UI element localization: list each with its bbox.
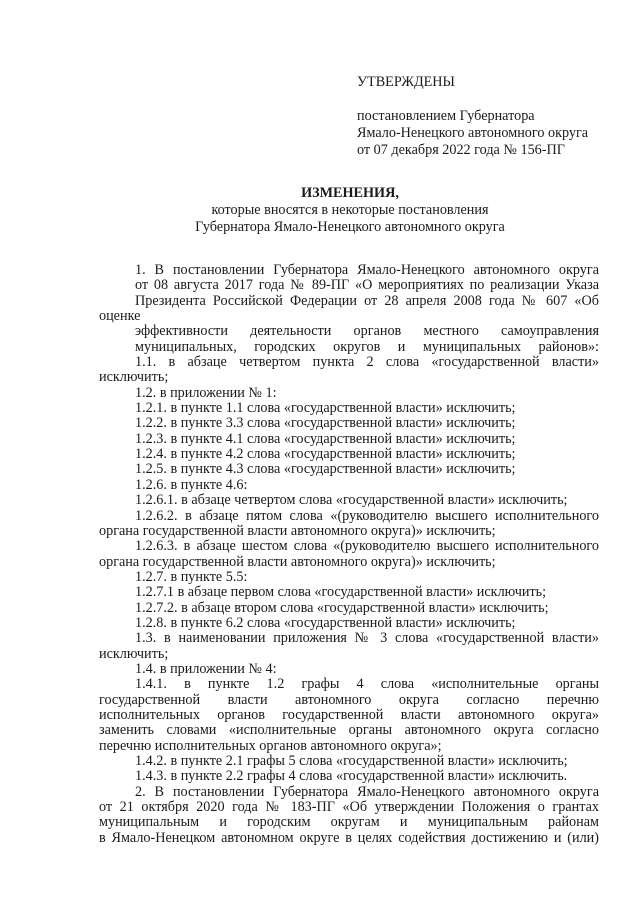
paragraph-2: 2. В постановлении Губернатора Ямало-Ненецкого автономного округа от 21 октября 2020 года № 183-ПГ «Об утверждении Положения о грантах муниципальным и городским округам и муниципальным районам в Ямало-Ненецком автономном округе в целях содействия достижению и (или) <box>99 783 599 846</box>
approval-line: Ямало-Ненецкого автономного округа <box>357 125 589 141</box>
document-subtitle: которые вносятся в некоторые постановления <box>211 202 489 218</box>
paragraph-1-2-6-2: 1.2.6.2. в абзаце пятом слова «(руководителю высшего исполнительного органа государственной власти автономного округа)» исключить; <box>99 507 599 539</box>
approval-line: от 07 декабря 2022 года № 156-ПГ <box>357 142 565 158</box>
paragraph-1-4: 1.4. в приложении № 4: <box>135 660 277 677</box>
paragraph-1-3: 1.3. в наименовании приложения № 3 слова «государственной власти» исключить; <box>99 630 599 662</box>
paragraph-1-2-2: 1.2.2. в пункте 3.3 слова «государственной власти» исключить; <box>135 415 516 432</box>
paragraph-1-4-3: 1.4.3. в пункте 2.2 графы 4 слова «государственной власти» исключить. <box>135 768 568 785</box>
paragraph-1-2-4: 1.2.4. в пункте 4.2 слова «государственной власти» исключить; <box>135 446 516 463</box>
paragraph-1-4-2: 1.4.2. в пункте 2.1 графы 5 слова «государственной власти» исключить; <box>135 753 568 769</box>
document-title: ИЗМЕНЕНИЯ, <box>301 185 399 201</box>
paragraph-1-1: 1.1. в абзаце четвертом пункта 2 слова «государственной власти» исключить; <box>99 354 599 386</box>
document-subtitle: Губернатора Ямало-Ненецкого автономного округа <box>195 219 505 235</box>
paragraph-1-2-3: 1.2.3. в пункте 4.1 слова «государственной власти» исключить; <box>135 430 516 447</box>
paragraph-1-2-6-1: 1.2.6.1. в абзаце четвертом слова «государственной власти» исключить; <box>135 492 568 509</box>
document-body <box>99 263 599 846</box>
approval-line: постановлением Губернатора <box>357 108 535 124</box>
paragraph-1-2-5: 1.2.5. в пункте 4.3 слова «государственной власти» исключить; <box>135 461 516 478</box>
paragraph-1-2-7: 1.2.7. в пункте 5.5: <box>135 568 248 585</box>
approval-stamp <box>357 74 627 159</box>
paragraph-1-2-7-1: 1.2.7.1 в абзаце первом слова «государственной власти» исключить; <box>135 584 547 601</box>
paragraph-1: 1. В постановлении Губернатора Ямало-Ненецкого автономного округа от 08 августа 2017 года № 89-ПГ «О мероприятиях по реализации Указа Президента Российской Федерации от 28 апреля 2008 года № 607 «Об оценке эффективности деятельности органов местного самоуправления муниципальных, городских округов и муниципальных районов»: <box>99 262 599 355</box>
paragraph-1-2-6: 1.2.6. в пункте 4.6: <box>135 476 248 493</box>
paragraph-1-4-1: 1.4.1. в пункте 1.2 графы 4 слова «исполнительные органы государственной власти автономного округа согласно перечню исполнительных органов государственной власти автономного округа» заменить словами «исполнительные органы автономного округа согласно перечню исполнительных органов автономного округа»; <box>99 676 599 754</box>
paragraph-1-2: 1.2. в приложении № 1: <box>135 384 277 401</box>
approval-heading: УТВЕРЖДЕНЫ <box>357 74 455 90</box>
paragraph-1-2-7-2: 1.2.7.2. в абзаце втором слова «государственной власти» исключить; <box>135 599 549 616</box>
paragraph-1-2-8: 1.2.8. в пункте 6.2 слова «государственной власти» исключить; <box>135 614 516 631</box>
paragraph-1-2-1: 1.2.1. в пункте 1.1 слова «государственной власти» исключить; <box>135 400 516 417</box>
paragraph-1-2-6-3: 1.2.6.3. в абзаце шестом слова «(руководителю высшего исполнительного органа государственной власти автономного округа)» исключить; <box>99 538 599 570</box>
document-title-block <box>100 185 600 236</box>
